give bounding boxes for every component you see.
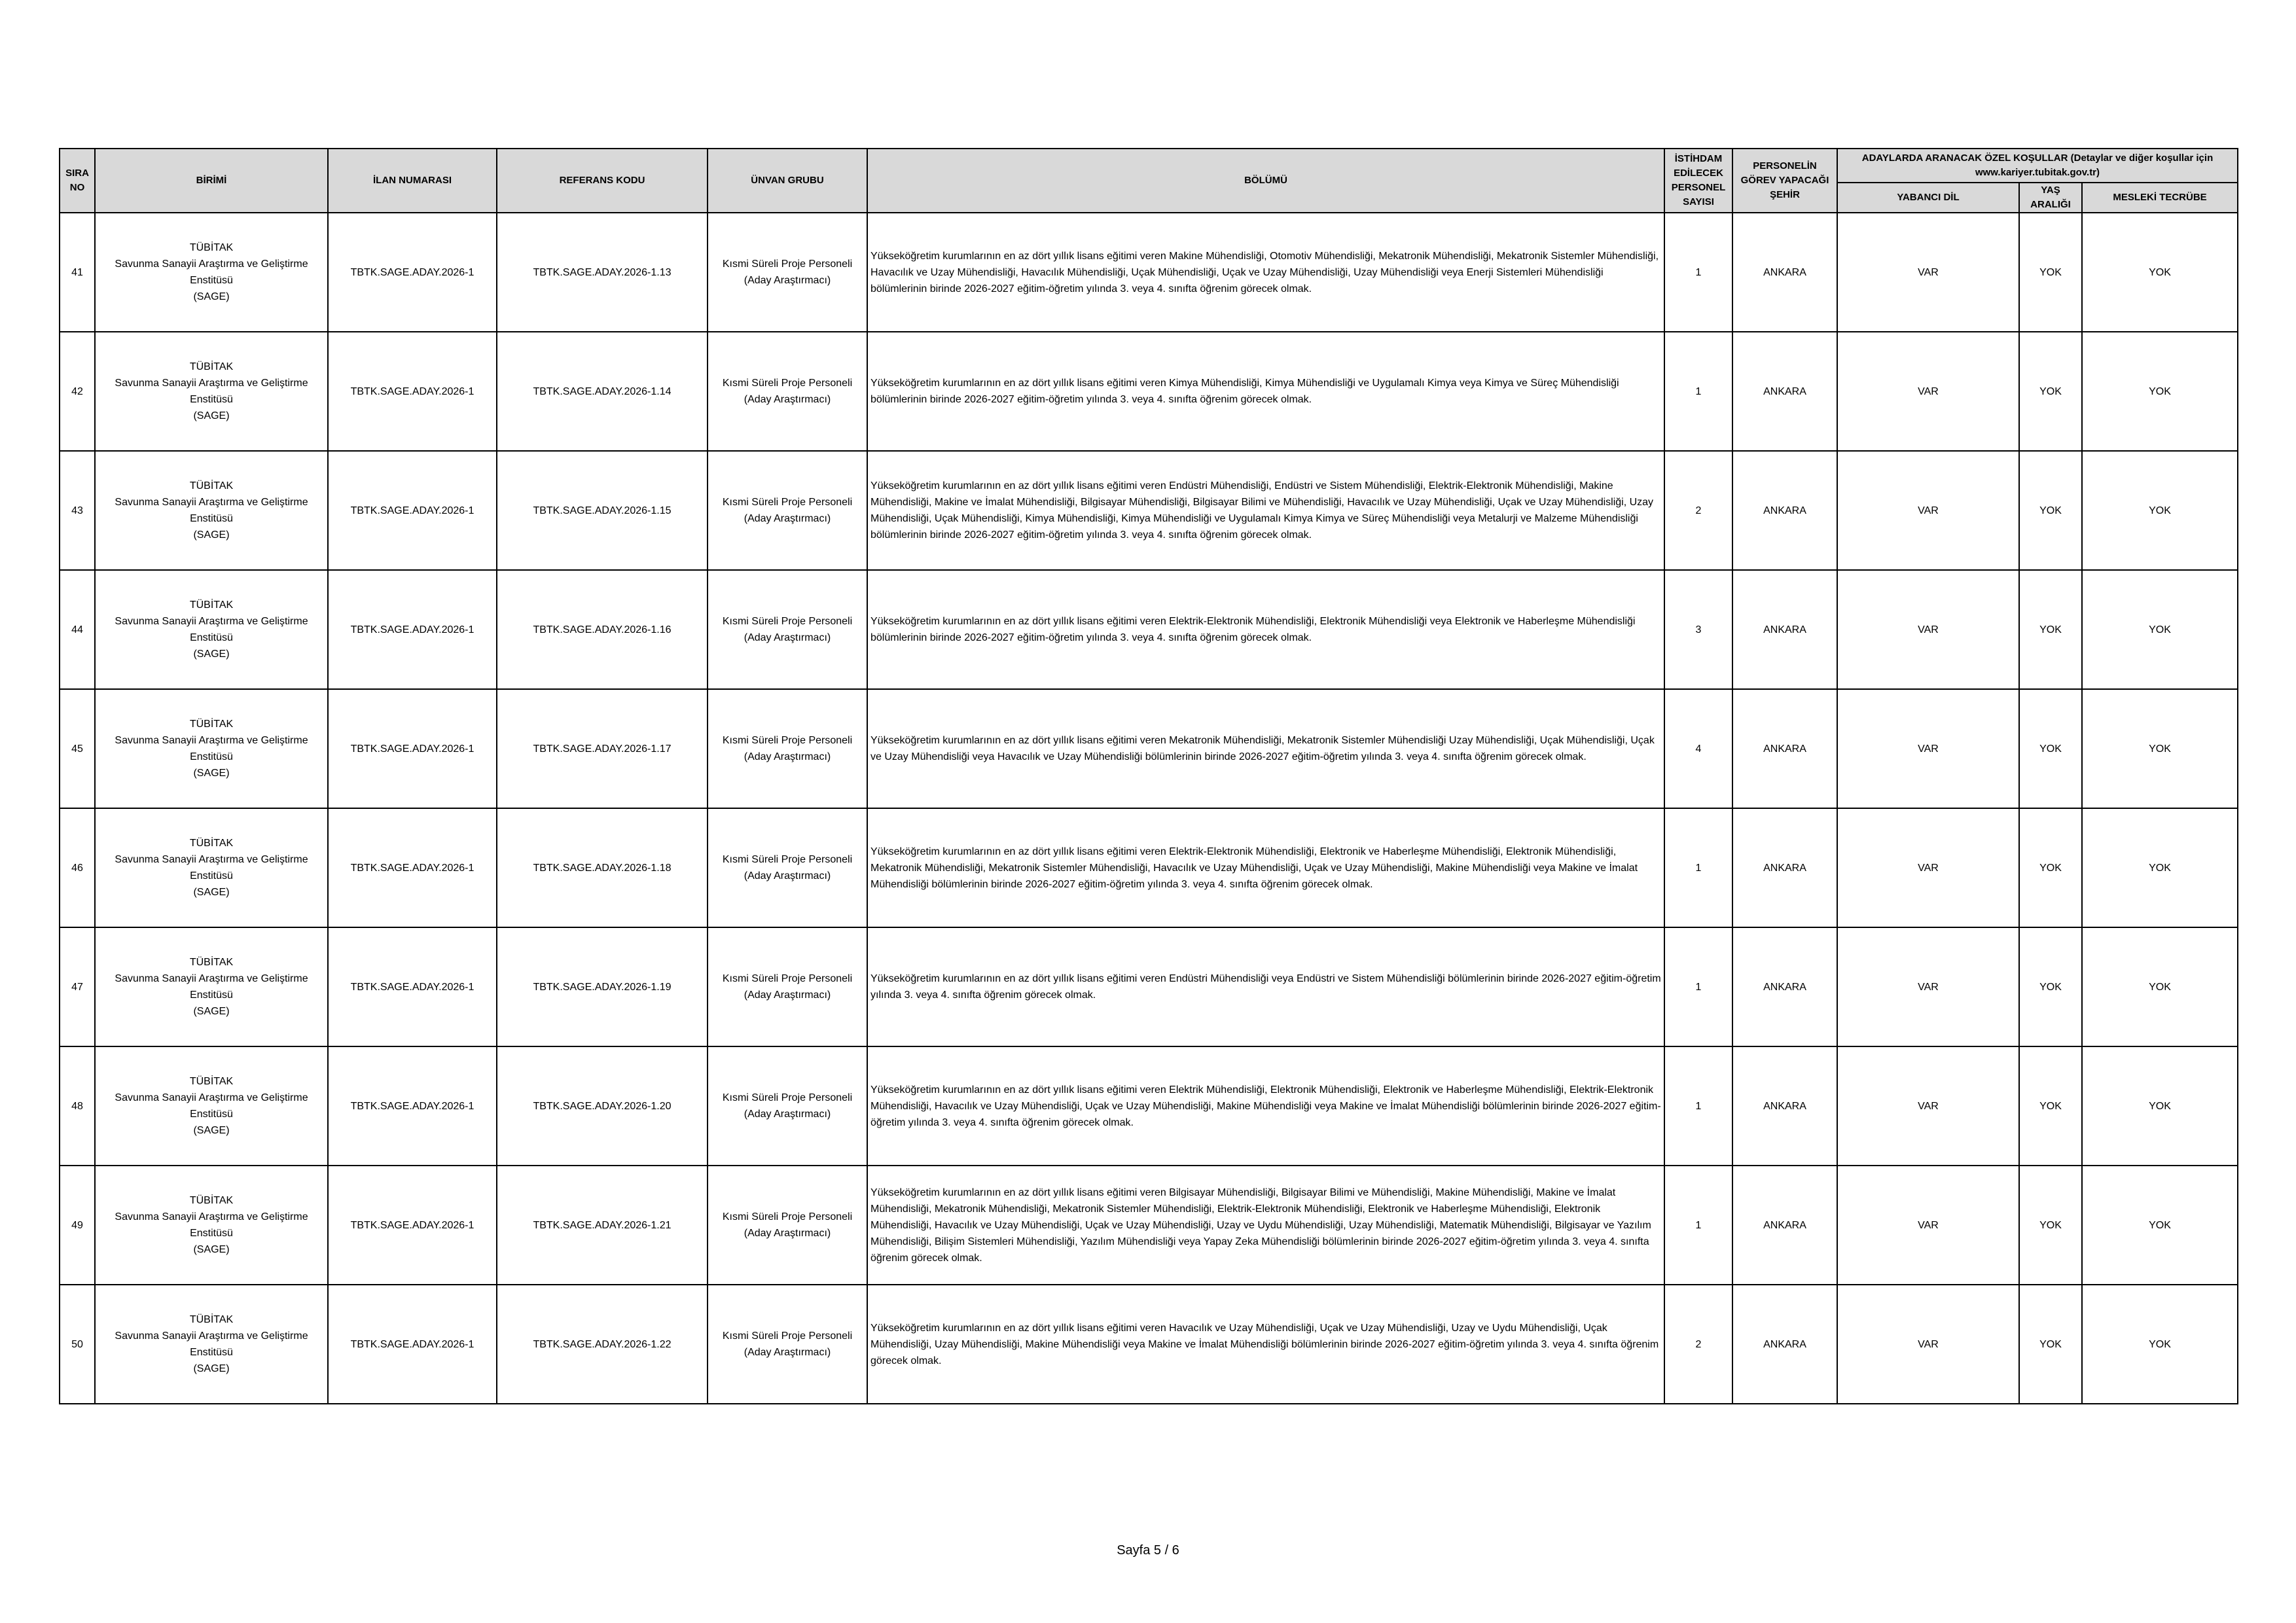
header-referans-kodu: REFERANS KODU: [497, 149, 708, 213]
cell-ilan-numarasi: TBTK.SAGE.ADAY.2026-1: [328, 570, 497, 689]
header-birimi: BİRİMİ: [95, 149, 328, 213]
cell-bolumu: Yükseköğretim kurumlarının en az dört yıllık lisans eğitimi veren Makine Mühendisliği, Otomotiv Mühendisliği, Mekatronik Mühendisliği, Mekatronik Sistemler Mühendisliği, Havacılık ve Uzay Mühendisliği, Havacılık Mühendisliği, Uçak Mühendisliği, Uçak ve Uzay Mühendisliği, Uzay Mühendisliği veya Enerji Sistemleri Mühendisliği bölümlerinin birinde 2026-2027 eğitim-öğretim yılında 3. veya 4. sınıfta öğrenim görecek olmak.: [867, 213, 1664, 332]
birim-line: (SAGE): [193, 649, 230, 660]
cell-birimi: [95, 451, 328, 570]
cell-sira-no: 50: [60, 1285, 95, 1404]
table-body: [60, 213, 2238, 1404]
cell-yas-araligi: YOK: [2019, 1046, 2082, 1166]
table-row: [60, 332, 2238, 451]
cell-yabanci-dil: VAR: [1837, 451, 2019, 570]
cell-sira-no: 42: [60, 332, 95, 451]
cell-sehir: ANKARA: [1732, 1285, 1837, 1404]
cell-unvan-grubu: [708, 332, 867, 451]
cell-personel-sayisi: 1: [1664, 1166, 1732, 1285]
cell-yas-araligi: YOK: [2019, 1166, 2082, 1285]
birim-line: TÜBİTAK: [189, 480, 234, 491]
cell-ilan-numarasi: TBTK.SAGE.ADAY.2026-1: [328, 1046, 497, 1166]
unvan-line: (Aday Araştırmacı): [744, 870, 831, 882]
cell-bolumu: Yükseköğretim kurumlarının en az dört yıllık lisans eğitimi veren Havacılık ve Uzay Mühendisliği, Uçak ve Uzay Mühendisliği, Uzay ve Uydu Mühendisliği, Uçak Mühendisliği, Uzay Mühendisliği, Makine Mühendisliği veya Makine ve İmalat Mühendisliği bölümlerinin birinde 2026-2027 eğitim-öğretim yılında 3. veya 4. sınıfta öğrenim görecek olmak.: [867, 1285, 1664, 1404]
unvan-line: Kısmi Süreli Proje Personeli: [722, 497, 853, 508]
cell-sira-no: 46: [60, 808, 95, 927]
cell-sehir: ANKARA: [1732, 332, 1837, 451]
unvan-line: Kısmi Süreli Proje Personeli: [722, 1330, 853, 1342]
cell-referans-kodu: TBTK.SAGE.ADAY.2026-1.20: [497, 1046, 708, 1166]
birim-line: TÜBİTAK: [189, 838, 234, 849]
birim-line: Enstitüsü: [190, 1347, 233, 1358]
cell-ilan-numarasi: TBTK.SAGE.ADAY.2026-1: [328, 689, 497, 808]
cell-sehir: ANKARA: [1732, 689, 1837, 808]
cell-referans-kodu: TBTK.SAGE.ADAY.2026-1.16: [497, 570, 708, 689]
cell-yabanci-dil: VAR: [1837, 689, 2019, 808]
cell-sehir: ANKARA: [1732, 451, 1837, 570]
cell-yas-araligi: YOK: [2019, 213, 2082, 332]
cell-referans-kodu: TBTK.SAGE.ADAY.2026-1.15: [497, 451, 708, 570]
cell-ilan-numarasi: TBTK.SAGE.ADAY.2026-1: [328, 332, 497, 451]
cell-personel-sayisi: 3: [1664, 570, 1732, 689]
cell-bolumu: Yükseköğretim kurumlarının en az dört yıllık lisans eğitimi veren Kimya Mühendisliği, Kimya Mühendisliği ve Uygulamalı Kimya veya Kimya ve Süreç Mühendisliği bölümlerinin birinde 2026-2027 eğitim-öğretim yılında 3. veya 4. sınıfta öğrenim görecek olmak.: [867, 332, 1664, 451]
unvan-line: Kısmi Süreli Proje Personeli: [722, 735, 853, 746]
birim-line: Enstitüsü: [190, 513, 233, 524]
cell-personel-sayisi: 1: [1664, 213, 1732, 332]
birim-line: (SAGE): [193, 1006, 230, 1017]
cell-sehir: ANKARA: [1732, 1046, 1837, 1166]
birim-line: Savunma Sanayii Araştırma ve Geliştirme: [115, 973, 308, 984]
birim-line: Enstitüsü: [190, 394, 233, 405]
cell-ilan-numarasi: TBTK.SAGE.ADAY.2026-1: [328, 1166, 497, 1285]
header-ilan-numarasi: İLAN NUMARASI: [328, 149, 497, 213]
birim-line: Savunma Sanayii Araştırma ve Geliştirme: [115, 854, 308, 865]
cell-birimi: [95, 689, 328, 808]
cell-mesleki-tecrube: YOK: [2082, 1166, 2238, 1285]
table-row: [60, 1285, 2238, 1404]
cell-birimi: [95, 927, 328, 1046]
header-row: [60, 149, 2238, 183]
unvan-line: (Aday Araştırmacı): [744, 513, 831, 524]
birim-line: TÜBİTAK: [189, 957, 234, 968]
cell-sehir: ANKARA: [1732, 1166, 1837, 1285]
cell-yabanci-dil: VAR: [1837, 213, 2019, 332]
table-row: [60, 689, 2238, 808]
cell-mesleki-tecrube: YOK: [2082, 451, 2238, 570]
cell-birimi: [95, 213, 328, 332]
unvan-line: (Aday Araştırmacı): [744, 394, 831, 405]
cell-sira-no: 43: [60, 451, 95, 570]
cell-yabanci-dil: VAR: [1837, 927, 2019, 1046]
cell-bolumu: Yükseköğretim kurumlarının en az dört yıllık lisans eğitimi veren Endüstri Mühendisliği veya Endüstri ve Sistem Mühendisliği bölümlerinin birinde 2026-2027 eğitim-öğretim yılında 3. veya 4. sınıfta öğrenim görecek olmak.: [867, 927, 1664, 1046]
cell-sira-no: 45: [60, 689, 95, 808]
birim-line: (SAGE): [193, 887, 230, 898]
cell-birimi: [95, 808, 328, 927]
cell-yas-araligi: YOK: [2019, 451, 2082, 570]
cell-unvan-grubu: [708, 808, 867, 927]
cell-birimi: [95, 1285, 328, 1404]
cell-bolumu: Yükseköğretim kurumlarının en az dört yıllık lisans eğitimi veren Elektrik-Elektronik Mühendisliği, Elektronik Mühendisliği veya Elektronik ve Haberleşme Mühendisliği bölümlerinin birinde 2026-2027 eğitim-öğretim yılında 3. veya 4. sınıfta öğrenim görecek olmak.: [867, 570, 1664, 689]
birim-line: Enstitüsü: [190, 632, 233, 643]
birim-line: TÜBİTAK: [189, 599, 234, 611]
cell-birimi: [95, 332, 328, 451]
cell-unvan-grubu: [708, 1285, 867, 1404]
birim-line: Savunma Sanayii Araştırma ve Geliştirme: [115, 378, 308, 389]
cell-mesleki-tecrube: YOK: [2082, 689, 2238, 808]
unvan-line: Kısmi Süreli Proje Personeli: [722, 854, 853, 865]
page-number: Sayfa 5 / 6: [1117, 1543, 1179, 1558]
header-mesleki-tecrube: MESLEKİ TECRÜBE: [2082, 183, 2238, 213]
cell-referans-kodu: TBTK.SAGE.ADAY.2026-1.13: [497, 213, 708, 332]
header-sira-no: SIRA NO: [60, 149, 95, 213]
unvan-line: (Aday Araştırmacı): [744, 990, 831, 1001]
cell-personel-sayisi: 2: [1664, 1285, 1732, 1404]
cell-ilan-numarasi: TBTK.SAGE.ADAY.2026-1: [328, 451, 497, 570]
header-yas-araligi: YAŞ ARALIĞI: [2019, 183, 2082, 213]
birim-line: Savunma Sanayii Araştırma ve Geliştirme: [115, 1330, 308, 1342]
table-row: [60, 570, 2238, 689]
unvan-line: Kısmi Süreli Proje Personeli: [722, 1092, 853, 1103]
cell-ilan-numarasi: TBTK.SAGE.ADAY.2026-1: [328, 927, 497, 1046]
cell-unvan-grubu: [708, 213, 867, 332]
birim-line: Enstitüsü: [190, 870, 233, 882]
birim-line: (SAGE): [193, 529, 230, 541]
cell-yas-araligi: YOK: [2019, 689, 2082, 808]
cell-unvan-grubu: [708, 927, 867, 1046]
cell-personel-sayisi: 1: [1664, 808, 1732, 927]
cell-personel-sayisi: 4: [1664, 689, 1732, 808]
cell-bolumu: Yükseköğretim kurumlarının en az dört yıllık lisans eğitimi veren Bilgisayar Mühendisliği, Bilgisayar Bilimi ve Mühendisliği, Makine Mühendisliği, Makine ve İmalat Mühendisliği, Mekatronik Mühendisliği, Mekatronik Sistemler Mühendisliği, Elektrik-Elektronik Mühendisliği, Elektronik ve Haberleşme Mühendisliği, Elektronik Mühendisliği, Havacılık ve Uzay Mühendisliği, Uçak ve Uzay Mühendisliği, Uzay ve Uydu Mühendisliği, Uzay Mühendisliği, Matematik Mühendisliği, Bilgisayar ve Yazılım Mühendisliği, Bilişim Sistemleri Mühendisliği, Yazılım Mühendisliği veya Yapay Zeka Mühendisliği bölümlerinin birinde 2026-2027 eğitim-öğretim yılında 3. veya 4. sınıfta öğrenim görecek olmak.: [867, 1166, 1664, 1285]
unvan-line: (Aday Araştırmacı): [744, 632, 831, 643]
header-unvan-grubu: ÜNVAN GRUBU: [708, 149, 867, 213]
birim-line: Enstitüsü: [190, 275, 233, 286]
cell-yas-araligi: YOK: [2019, 927, 2082, 1046]
cell-mesleki-tecrube: YOK: [2082, 927, 2238, 1046]
header-istihdam: İSTİHDAM EDİLECEK PERSONEL SAYISI: [1664, 149, 1732, 213]
cell-sehir: ANKARA: [1732, 927, 1837, 1046]
unvan-line: Kısmi Süreli Proje Personeli: [722, 378, 853, 389]
unvan-line: (Aday Araştırmacı): [744, 1228, 831, 1239]
cell-yas-araligi: YOK: [2019, 570, 2082, 689]
cell-mesleki-tecrube: YOK: [2082, 1046, 2238, 1166]
cell-unvan-grubu: [708, 1046, 867, 1166]
table-row: [60, 213, 2238, 332]
cell-sehir: ANKARA: [1732, 808, 1837, 927]
cell-referans-kodu: TBTK.SAGE.ADAY.2026-1.22: [497, 1285, 708, 1404]
cell-personel-sayisi: 1: [1664, 332, 1732, 451]
birim-line: TÜBİTAK: [189, 361, 234, 372]
unvan-line: (Aday Araştırmacı): [744, 1109, 831, 1120]
cell-yabanci-dil: VAR: [1837, 1046, 2019, 1166]
unvan-line: Kısmi Süreli Proje Personeli: [722, 1211, 853, 1222]
birim-line: (SAGE): [193, 1244, 230, 1255]
cell-sira-no: 41: [60, 213, 95, 332]
birim-line: Savunma Sanayii Araştırma ve Geliştirme: [115, 259, 308, 270]
unvan-line: Kısmi Süreli Proje Personeli: [722, 973, 853, 984]
birim-line: TÜBİTAK: [189, 1195, 234, 1206]
cell-mesleki-tecrube: YOK: [2082, 808, 2238, 927]
cell-mesleki-tecrube: YOK: [2082, 332, 2238, 451]
table-row: [60, 1046, 2238, 1166]
birim-line: Savunma Sanayii Araştırma ve Geliştirme: [115, 1211, 308, 1222]
birim-line: Enstitüsü: [190, 990, 233, 1001]
cell-bolumu: Yükseköğretim kurumlarının en az dört yıllık lisans eğitimi veren Endüstri Mühendisliği, Endüstri ve Sistem Mühendisliği, Elektrik-Elektronik Mühendisliği, Makine Mühendisliği, Makine ve İmalat Mühendisliği, Bilgisayar Mühendisliği, Bilgisayar Bilimi ve Mühendisliği, Havacılık ve Uzay Mühendisliği, Uçak ve Uzay Mühendisliği, Uzay Mühendisliği, Uçak Mühendisliği, Kimya Mühendisliği, Kimya Mühendisliği ve Uygulamalı Kimya Kimya ve Süreç Mühendisliği veya Metalurji ve Malzeme Mühendisliği bölümlerinin birinde 2026-2027 eğitim-öğretim yılında 3. veya 4. sınıfta öğrenim görecek olmak.: [867, 451, 1664, 570]
header-ozel-kosullar: ADAYLARDA ARANACAK ÖZEL KOŞULLAR (Detaylar ve diğer koşullar için www.kariyer.tubitak.gov.tr): [1837, 149, 2238, 183]
cell-birimi: [95, 1046, 328, 1166]
cell-unvan-grubu: [708, 689, 867, 808]
cell-sehir: ANKARA: [1732, 570, 1837, 689]
birim-line: Savunma Sanayii Araştırma ve Geliştirme: [115, 1092, 308, 1103]
table-row: [60, 451, 2238, 570]
cell-bolumu: Yükseköğretim kurumlarının en az dört yıllık lisans eğitimi veren Elektrik-Elektronik Mühendisliği, Elektronik ve Haberleşme Mühendisliği, Elektronik Mühendisliği, Mekatronik Mühendisliği, Mekatronik Sistemler Mühendisliği, Havacılık ve Uzay Mühendisliği, Uçak ve Uzay Mühendisliği, Makine Mühendisliği veya Makine ve İmalat Mühendisliği bölümlerinin birinde 2026-2027 eğitim-öğretim yılında 3. veya 4. sınıfta öğrenim görecek olmak.: [867, 808, 1664, 927]
birim-line: TÜBİTAK: [189, 1076, 234, 1087]
cell-yabanci-dil: VAR: [1837, 808, 2019, 927]
unvan-line: (Aday Araştırmacı): [744, 751, 831, 762]
cell-birimi: [95, 570, 328, 689]
cell-yas-araligi: YOK: [2019, 808, 2082, 927]
cell-sira-no: 48: [60, 1046, 95, 1166]
cell-referans-kodu: TBTK.SAGE.ADAY.2026-1.21: [497, 1166, 708, 1285]
cell-unvan-grubu: [708, 1166, 867, 1285]
birim-line: TÜBİTAK: [189, 719, 234, 730]
cell-ilan-numarasi: TBTK.SAGE.ADAY.2026-1: [328, 213, 497, 332]
cell-personel-sayisi: 2: [1664, 451, 1732, 570]
cell-personel-sayisi: 1: [1664, 1046, 1732, 1166]
cell-referans-kodu: TBTK.SAGE.ADAY.2026-1.14: [497, 332, 708, 451]
cell-sehir: ANKARA: [1732, 213, 1837, 332]
cell-ilan-numarasi: TBTK.SAGE.ADAY.2026-1: [328, 808, 497, 927]
birim-line: TÜBİTAK: [189, 242, 234, 253]
cell-yabanci-dil: VAR: [1837, 1285, 2019, 1404]
unvan-line: (Aday Araştırmacı): [744, 275, 831, 286]
table-row: [60, 808, 2238, 927]
cell-referans-kodu: TBTK.SAGE.ADAY.2026-1.17: [497, 689, 708, 808]
cell-referans-kodu: TBTK.SAGE.ADAY.2026-1.19: [497, 927, 708, 1046]
cell-mesleki-tecrube: YOK: [2082, 570, 2238, 689]
cell-sira-no: 49: [60, 1166, 95, 1285]
birim-line: Savunma Sanayii Araştırma ve Geliştirme: [115, 616, 308, 627]
birim-line: Enstitüsü: [190, 1109, 233, 1120]
unvan-line: (Aday Araştırmacı): [744, 1347, 831, 1358]
cell-yas-araligi: YOK: [2019, 332, 2082, 451]
unvan-line: Kısmi Süreli Proje Personeli: [722, 259, 853, 270]
header-bolumu: BÖLÜMÜ: [867, 149, 1664, 213]
cell-bolumu: Yükseköğretim kurumlarının en az dört yıllık lisans eğitimi veren Mekatronik Mühendisliği, Mekatronik Sistemler Mühendisliği Uzay Mühendisliği, Uçak Mühendisliği, Uçak ve Uzay Mühendisliği veya Havacılık ve Uzay Mühendisliği bölümlerinin birinde 2026-2027 eğitim-öğretim yılında 3. veya 4. sınıfta öğrenim görecek olmak.: [867, 689, 1664, 808]
cell-sira-no: 44: [60, 570, 95, 689]
cell-bolumu: Yükseköğretim kurumlarının en az dört yıllık lisans eğitimi veren Elektrik Mühendisliği, Elektronik Mühendisliği, Elektronik ve Haberleşme Mühendisliği, Elektrik-Elektronik Mühendisliği, Havacılık ve Uzay Mühendisliği, Uçak ve Uzay Mühendisliği, Makine Mühendisliği veya Makine ve İmalat Mühendisliği bölümlerinin birinde 2026-2027 eğitim-öğretim yılında 3. veya 4. sınıfta öğrenim görecek olmak.: [867, 1046, 1664, 1166]
birim-line: TÜBİTAK: [189, 1314, 234, 1325]
cell-sira-no: 47: [60, 927, 95, 1046]
table-row: [60, 1166, 2238, 1285]
table-row: [60, 927, 2238, 1046]
header-sehir: PERSONELİN GÖREV YAPACAĞI ŞEHİR: [1732, 149, 1837, 213]
cell-yas-araligi: YOK: [2019, 1285, 2082, 1404]
cell-ilan-numarasi: TBTK.SAGE.ADAY.2026-1: [328, 1285, 497, 1404]
cell-mesleki-tecrube: YOK: [2082, 1285, 2238, 1404]
birim-line: Savunma Sanayii Araştırma ve Geliştirme: [115, 735, 308, 746]
cell-yabanci-dil: VAR: [1837, 1166, 2019, 1285]
cell-birimi: [95, 1166, 328, 1285]
cell-yabanci-dil: VAR: [1837, 570, 2019, 689]
unvan-line: Kısmi Süreli Proje Personeli: [722, 616, 853, 627]
birim-line: (SAGE): [193, 1125, 230, 1136]
header-yabanci-dil: YABANCI DİL: [1837, 183, 2019, 213]
birim-line: (SAGE): [193, 291, 230, 302]
birim-line: Savunma Sanayii Araştırma ve Geliştirme: [115, 497, 308, 508]
birim-line: (SAGE): [193, 768, 230, 779]
cell-referans-kodu: TBTK.SAGE.ADAY.2026-1.18: [497, 808, 708, 927]
cell-unvan-grubu: [708, 570, 867, 689]
birim-line: Enstitüsü: [190, 1228, 233, 1239]
birim-line: (SAGE): [193, 410, 230, 421]
birim-line: (SAGE): [193, 1363, 230, 1374]
cell-unvan-grubu: [708, 451, 867, 570]
birim-line: Enstitüsü: [190, 751, 233, 762]
cell-mesleki-tecrube: YOK: [2082, 213, 2238, 332]
cell-yabanci-dil: VAR: [1837, 332, 2019, 451]
cell-personel-sayisi: 1: [1664, 927, 1732, 1046]
positions-table: [59, 148, 2238, 1404]
